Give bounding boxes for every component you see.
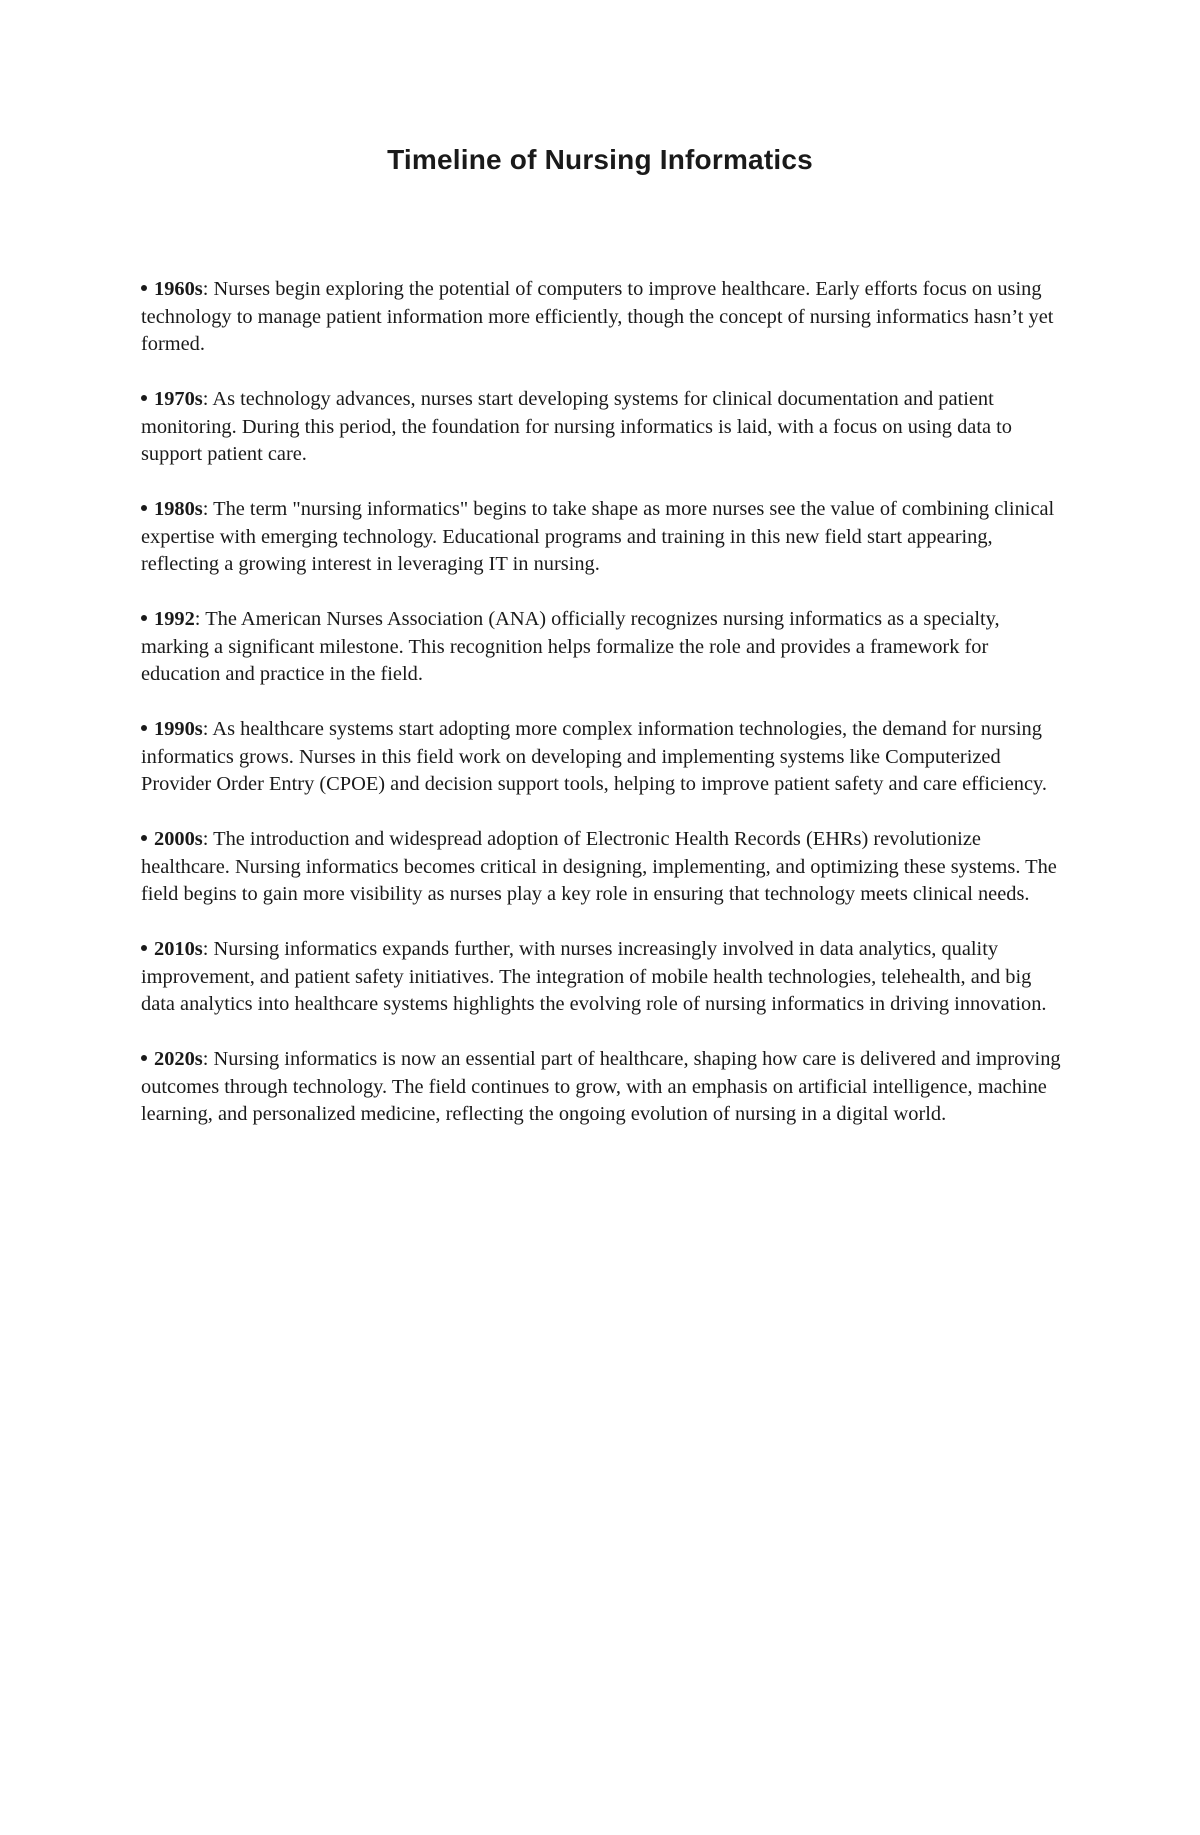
entry-text: The term "nursing informatics" begins to take shape as more nurses see the value of combining clinical expertise with emerging technology. Educational programs and training in this new field start appearing, reflecting a growing interest in leveraging IT in nursing. — [141, 498, 1055, 575]
bullet-icon — [141, 505, 147, 511]
bullet-icon — [141, 285, 147, 291]
timeline-entry-1992: 1992: The American Nurses Association (ANA) officially recognizes nursing informatics as a specialty, marking a significant milestone. This recognition helps formalize the role and provides a framework for education and practice in the field. — [141, 608, 1000, 685]
bullet-icon — [141, 615, 147, 621]
entry-text: Nursing informatics is now an essential part of healthcare, shaping how care is delivered and improving outcomes through technology. The field continues to grow, with an emphasis on artificial intelligence, machine learning, and personalized medicine, reflecting the ongoing evolution of nursing in a digital world. — [141, 1048, 1061, 1125]
entry-period: 1990s — [154, 718, 203, 740]
entry-period: 2010s — [154, 938, 203, 960]
bullet-icon — [141, 395, 147, 401]
entry-text: Nurses begin exploring the potential of computers to improve healthcare. Early efforts focus on using technology to manage patient information more efficiently, though the concept of nursing informatics hasn’t yet formed. — [141, 278, 1054, 355]
entry-text: The introduction and widespread adoption of Electronic Health Records (EHRs) revolutionize healthcare. Nursing informatics becomes critical in designing, implementing, and optimizing these systems. The field begins to gain more visibility as nurses play a key role in ensuring that technology meets clinical needs. — [141, 828, 1057, 905]
timeline-entry-2020s: 2020s: Nursing informatics is now an essential part of healthcare, shaping how care is delivered and improving outcomes through technology. The field continues to grow, with an emphasis on artificial intelligence, machine learning, and personalized medicine, reflecting the ongoing evolution of nursing in a digital world. — [141, 1048, 1061, 1125]
timeline-list — [141, 276, 1061, 1156]
page-title: Timeline of Nursing Informatics — [387, 144, 813, 175]
entry-text: As technology advances, nurses start developing systems for clinical documentation and patient monitoring. During this period, the foundation for nursing informatics is laid, with a focus on using data to support patient care. — [141, 388, 1013, 465]
entry-text: Nursing informatics expands further, with nurses increasingly involved in data analytics, quality improvement, and patient safety initiatives. The integration of mobile health technologies, telehealth, and big data analytics into healthcare systems highlights the evolving role of nursing informatics in driving innovation. — [141, 938, 1047, 1015]
entry-text: The American Nurses Association (ANA) officially recognizes nursing informatics as a specialty, marking a significant milestone. This recognition helps formalize the role and provides a framework for education and practice in the field. — [141, 608, 1000, 685]
entry-period: 1992 — [154, 608, 195, 630]
bullet-icon — [141, 945, 147, 951]
timeline-entry-1970s: 1970s: As technology advances, nurses start developing systems for clinical documentation and patient monitoring. During this period, the foundation for nursing informatics is laid, with a focus on using data to support patient care. — [141, 388, 1013, 465]
entry-period: 2000s — [154, 828, 203, 850]
bullet-icon — [141, 1055, 147, 1061]
timeline-entry-1960s: 1960s: Nurses begin exploring the potential of computers to improve healthcare. Early efforts focus on using technology to manage patient information more efficiently, though the concept of nursing informatics hasn’t yet formed. — [141, 278, 1054, 355]
entry-period: 2020s — [154, 1048, 203, 1070]
entry-period: 1970s — [154, 388, 203, 410]
timeline-entry-2000s: 2000s: The introduction and widespread adoption of Electronic Health Records (EHRs) revolutionize healthcare. Nursing informatics becomes critical in designing, implementing, and optimizing these systems. The field begins to gain more visibility as nurses play a key role in ensuring that technology meets clinical needs. — [141, 828, 1057, 905]
timeline-entry-1990s: 1990s: As healthcare systems start adopting more complex information technologies, the demand for nursing informatics grows. Nurses in this field work on developing and implementing systems like Computerized Provider Order Entry (CPOE) and decision support tools, helping to improve patient safety and care efficiency. — [141, 718, 1047, 795]
entry-text: As healthcare systems start adopting more complex information technologies, the demand for nursing informatics grows. Nurses in this field work on developing and implementing systems like Computerized Provider Order Entry (CPOE) and decision support tools, helping to improve patient safety and care efficiency. — [141, 718, 1047, 795]
bullet-icon — [141, 835, 147, 841]
timeline-entry-1980s: 1980s: The term "nursing informatics" begins to take shape as more nurses see the value of combining clinical expertise with emerging technology. Educational programs and training in this new field start appearing, reflecting a growing interest in leveraging IT in nursing. — [141, 498, 1055, 575]
bullet-icon — [141, 725, 147, 731]
entry-period: 1960s — [154, 278, 203, 300]
timeline-entry-2010s: 2010s: Nursing informatics expands further, with nurses increasingly involved in data analytics, quality improvement, and patient safety initiatives. The integration of mobile health technologies, telehealth, and big data analytics into healthcare systems highlights the evolving role of nursing informatics in driving innovation. — [141, 938, 1047, 1015]
entry-period: 1980s — [154, 498, 203, 520]
